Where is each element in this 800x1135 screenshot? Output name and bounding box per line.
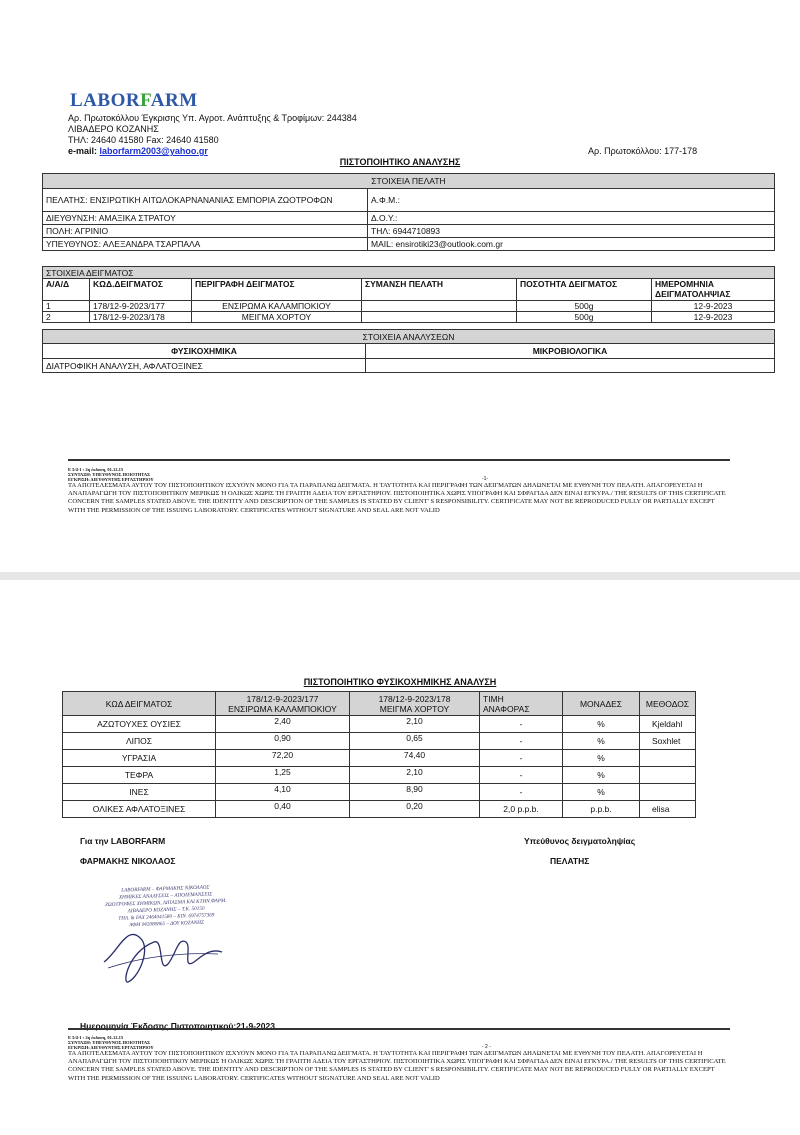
result-row <box>63 750 696 767</box>
certificate-page-2 <box>0 580 800 1135</box>
email-link[interactable]: laborfarm2003@yahoo.gr <box>99 146 208 156</box>
footer-approved: ΕΓΚΡΙΣΗ: ΔΙΕΥΘΥΝΤΗΣ ΕΡΓΑΣΤΗΡΙΟΥ <box>68 477 154 482</box>
footer-compiled: ΣΥΝΤΑΞΗ: ΥΠΕΥΘΥΝΟΣ ΠΟΙΟΤΗΤΑΣ <box>68 1040 151 1045</box>
header-location: ΛΙΒΑΔΕΡΟ ΚΟΖΑΝΗΣ <box>68 124 159 134</box>
unit: p.p.b. <box>563 801 640 818</box>
parameter: ΤΕΦΡΑ <box>63 767 216 784</box>
client-name: ΠΕΛΑΤΗΣ: ΕΝΣΙΡΩΤΙΚΗ ΑΙΤΩΛΟΚΑΡΝΑΝΑΝΙΑΣ ΕΜΠΟΡΙΑ ΖΩΟΤΡΟΦΩΝ <box>43 189 368 212</box>
result-row <box>63 801 696 818</box>
parameter: ΥΓΡΑΣΙΑ <box>63 750 216 767</box>
sample-client-mark <box>362 301 517 312</box>
certificate-footer <box>68 1028 730 1083</box>
stamp-line: ΧΗΜΙΚΕΣ ΑΝΑΛΥΣΕΙΣ – ΑΠΟΛΥΜΑΝΣΕΙΣ <box>118 891 213 901</box>
reference-value: - <box>480 716 563 733</box>
method <box>640 784 696 801</box>
certificate-footer <box>68 459 730 515</box>
footer-disclaimer: ΤΑ ΑΠΟΤΕΛΕΣΜΑΤΑ ΑΥΤΟΥ ΤΟΥ ΠΙΣΤΟΠΟΙΗΤΙΚΟΥ ΙΣΧΥΟΥΝ ΜΟΝΟ ΓΙΑ ΤΑ ΠΑΡΑΠΑΝΩ ΔΕΙΓΜΑΤΑ. Η ΤΑΥΤΟΤΗΤΑ ΚΑΙ ΠΕΡΙΓΡΑΦΗ ΤΩΝ ΔΕΙΓΜΑΤΩΝ ΔΗΛΩΝΕΤΑΙ ΜΕ ΕΥΘΥΝΗ ΤΟΥ ΠΕΛΑΤΗ. ΑΠΑΓΟΡΕΥΕΤΑΙ Η ΑΝΑΠΑΡΑΓΩΓΗ ΤΟΥ ΠΙΣΤΟΠΟΙΗΤΙΚΟΥ ΜΕΡΙΚΩΣ Ή ΟΛΙΚΩΣ ΧΩΡΙΣ ΤΗ ΓΡΑΠΤΗ ΑΔΕΙΑ ΤΟΥ ΕΡΓΑΣΤΗΡΙΟΥ. ΠΙΣΤΟΠΟΙΗΤΙΚΑ ΧΩΡΙΣ ΥΠΟΓΡΑΦΗ ΚΑΙ ΣΦΡΑΓΙΔΑ ΔΕΝ ΕΙΝΑΙ ΕΓΚΥΡΑ./ THE RESULTS OF THIS CERTIFICATE CONCERN THE SAMPLES STATED ABOVE. THE IDENTITY AND DESCRIPTION OF THE SAMPLES IS STATED BY CLIENT' S RESPONSIBILITY. CERTIFICATE MAY NOT BE REPRODUCED FULLY OR PARTIALLY EXCEPT WITH THE PERMISSION OF THE ISSUING LABORATORY. CERTIFICATES WITHOUT SIGNATURE AND SEAL ARE NOT VALID <box>68 1050 726 1082</box>
col-client-mark: ΣΥΜΑΝΣΗ ΠΕΛΑΤΗ <box>362 279 517 301</box>
col-reference-value <box>480 692 563 716</box>
sample-1-code: 178/12-9-2023/177 <box>246 693 319 704</box>
certificate-title: ΠΙΣΤΟΠΟΙΗΤΙΚΟ ΑΝΑΛΥΣΗΣ <box>339 157 461 167</box>
parameter: ΟΛΙΚΕΣ ΑΦΛΑΤΟΞΙΝΕΣ <box>63 801 216 818</box>
sample-2-code: 178/12-9-2023/178 <box>378 693 451 704</box>
results-body <box>63 716 696 818</box>
sample-client-mark <box>362 312 517 323</box>
col-sampling-date: ΗΜΕΡΟΜΗΝΙΑ ΔΕΙΓΜΑΤΟΛΗΨΙΑΣ <box>652 279 775 301</box>
result-row <box>63 716 696 733</box>
client-label: ΠΕΛΑΤΗΣ <box>550 856 590 866</box>
sample-aad: 1 <box>43 301 90 312</box>
client-mail: MAIL: ensirotiki23@outlook.com.gr <box>368 238 775 251</box>
sample-quantity: 500g <box>517 312 652 323</box>
protocol-number: Αρ. Πρωτοκόλλου: 177-178 <box>588 146 698 156</box>
reference-value-label-1: ΤΙΜΗ <box>483 693 504 704</box>
samples-table <box>42 266 775 323</box>
page-number: -1- <box>482 476 489 482</box>
reference-value: 2,0 p.p.b. <box>480 801 563 818</box>
footer-edition: Ε 5/4-1 : 2η έκδοση, 01.12.15 <box>68 467 124 472</box>
lab-person-name: ΦΑΡΜΑΚΗΣ ΝΙΚΟΛΑΟΣ <box>80 856 176 866</box>
unit: % <box>563 784 640 801</box>
client-responsible: ΥΠΕΥΘΥΝΟΣ: ΑΛΕΞΑΝΔΡΑ ΤΣΑΡΠΑΛΑ <box>43 238 368 251</box>
client-afm: Α.Φ.Μ.: <box>368 189 775 212</box>
method: Soxhlet <box>640 733 696 750</box>
sample-2-value: 74,40 <box>350 750 480 767</box>
col-sample-2 <box>350 692 480 716</box>
method <box>640 750 696 767</box>
client-doy: Δ.Ο.Υ.: <box>368 212 775 225</box>
col-code: ΚΩΔ.ΔΕΙΓΜΑΤΟΣ <box>90 279 192 301</box>
parameter: ΛΙΠΟΣ <box>63 733 216 750</box>
sample-row <box>43 312 775 323</box>
method: Kjeldahl <box>640 716 696 733</box>
col-units: ΜΟΝΑΔΕΣ <box>563 692 640 716</box>
footer-rule <box>68 1028 730 1030</box>
sample-code: 178/12-9-2023/177 <box>90 301 192 312</box>
stamp-line: ΑΦΜ 042080865 – ΔΟΥ ΚΟΖΑΝΗΣ <box>129 919 205 929</box>
footer-edition: Ε 5/4-1 : 2η έκδοση, 01.12.15 <box>68 1035 124 1040</box>
sample-2-value: 8,90 <box>350 784 480 801</box>
laborfarm-logo: LABORFARM <box>70 90 198 111</box>
sample-1-value: 1,25 <box>216 767 350 784</box>
issue-date: Ημερομηνία Έκδοσης Πιστοποιητικού:21-9-2023 <box>80 1021 275 1031</box>
sample-description: ΕΝΣΙΡΩΜΑ ΚΑΛΑΜΠΟΚΙΟΥ <box>192 301 362 312</box>
stamp-line: LABORFARM – ΦΑΡΜΑΚΗΣ ΝΙΚΟΛΑΟΣ <box>121 884 210 894</box>
sample-row <box>43 301 775 312</box>
footer-compiled: ΣΥΝΤΑΞΗ: ΥΠΕΥΘΥΝΟΣ ΠΟΙΟΤΗΤΑΣ <box>68 472 151 477</box>
sample-2-value: 2,10 <box>350 716 480 733</box>
micro-header: ΜΙΚΡΟΒΙΟΛΟΓΙΚΑ <box>366 344 775 359</box>
client-phone: ΤΗΛ: 6944710893 <box>368 225 775 238</box>
footer-approved: ΕΓΚΡΙΣΗ: ΔΙΕΥΘΥΝΤΗΣ ΕΡΓΑΣΤΗΡΙΟΥ <box>68 1045 154 1050</box>
unit: % <box>563 716 640 733</box>
reference-value: - <box>480 784 563 801</box>
sample-1-value: 0,90 <box>216 733 350 750</box>
client-table <box>42 173 775 251</box>
sample-2-value: 0,65 <box>350 733 480 750</box>
footer-disclaimer: ΤΑ ΑΠΟΤΕΛΕΣΜΑΤΑ ΑΥΤΟΥ ΤΟΥ ΠΙΣΤΟΠΟΙΗΤΙΚΟΥ ΙΣΧΥΟΥΝ ΜΟΝΟ ΓΙΑ ΤΑ ΠΑΡΑΠΑΝΩ ΔΕΙΓΜΑΤΑ. Η ΤΑΥΤΟΤΗΤΑ ΚΑΙ ΠΕΡΙΓΡΑΦΗ ΤΩΝ ΔΕΙΓΜΑΤΩΝ ΔΗΛΩΝΕΤΑΙ ΜΕ ΕΥΘΥΝΗ ΤΟΥ ΠΕΛΑΤΗ. ΑΠΑΓΟΡΕΥΕΤΑΙ Η ΑΝΑΠΑΡΑΓΩΓΗ ΤΟΥ ΠΙΣΤΟΠΟΙΗΤΙΚΟΥ ΜΕΡΙΚΩΣ Ή ΟΛΙΚΩΣ ΧΩΡΙΣ ΤΗ ΓΡΑΠΤΗ ΑΔΕΙΑ ΤΟΥ ΕΡΓΑΣΤΗΡΙΟΥ. ΠΙΣΤΟΠΟΙΗΤΙΚΑ ΧΩΡΙΣ ΥΠΟΓΡΑΦΗ ΚΑΙ ΣΦΡΑΓΙΔΑ ΔΕΝ ΕΙΝΑΙ ΕΓΚΥΡΑ./ THE RESULTS OF THIS CERTIFICATE CONCERN THE SAMPLES STATED ABOVE. THE IDENTITY AND DESCRIPTION OF THE SAMPLES IS STATED BY CLIENT' S RESPONSIBILITY. CERTIFICATE MAY NOT BE REPRODUCED FULLY OR PARTIALLY EXCEPT WITH THE PERMISSION OF THE ISSUING LABORATORY. CERTIFICATES WITHOUT SIGNATURE AND SEAL ARE NOT VALID <box>68 482 726 514</box>
method: elisa <box>640 801 696 818</box>
page-number: - 2 - <box>482 1044 491 1050</box>
unit: % <box>563 733 640 750</box>
sample-aad: 2 <box>43 312 90 323</box>
result-row <box>63 767 696 784</box>
col-quantity: ΠΟΣΟΤΗΤΑ ΔΕΙΓΜΑΤΟΣ <box>517 279 652 301</box>
sample-quantity: 500g <box>517 301 652 312</box>
sample-2-description: ΜΕΙΓΜΑ ΧΟΡΤΟΥ <box>379 703 450 714</box>
sample-2-value: 0,20 <box>350 801 480 818</box>
sample-description: ΜΕΙΓΜΑ ΧΟΡΤΟΥ <box>192 312 362 323</box>
micro-value <box>366 359 775 373</box>
method <box>640 767 696 784</box>
stamp-line: ΖΩΟΤΡΟΦΕΣ ΧΗΜΙΚΩΝ, ΛΙΠΑΣΜΑ ΚΑΙ ΚΤΗΝ.ΦΑΡΜ. <box>105 897 227 909</box>
analyses-table <box>42 329 775 373</box>
for-laborfarm-label: Για την LABORFARM <box>80 836 166 846</box>
result-row <box>63 784 696 801</box>
unit: % <box>563 750 640 767</box>
sampling-responsible-label: Υπεύθυνος δειγματοληψίας <box>524 836 636 846</box>
stamp-line: ΤΗΛ. & FAX 2464041580 – ΚΙΝ. 6974757369 <box>118 912 215 922</box>
sample-date: 12-9-2023 <box>652 301 775 312</box>
analyses-section-header: ΣΤΟΙΧΕΙΑ ΑΝΑΛΥΣΕΩΝ <box>43 330 775 344</box>
client-city: ΠΟΛΗ: ΑΓΡΙΝΙΟ <box>43 225 368 238</box>
col-description: ΠΕΡΙΓΡΑΦΗ ΔΕΙΓΜΑΤΟΣ <box>192 279 362 301</box>
page-separator <box>0 572 800 580</box>
sample-1-description: ΕΝΣΙΡΩΜΑ ΚΑΛΑΜΠΟΚΙΟΥ <box>228 703 337 714</box>
header-email: e-mail: laborfarm2003@yahoo.gr <box>68 146 208 156</box>
col-sample-1 <box>216 692 350 716</box>
results-table <box>62 691 696 818</box>
footer-rule <box>68 459 730 461</box>
reference-value-label-2: ΑΝΑΦΟΡΑΣ <box>483 703 530 714</box>
physchem-certificate-title: ΠΙΣΤΟΠΟΙΗΤΙΚΟ ΦΥΣΙΚΟΧΗΜΙΚΗΣ ΑΝΑΛΥΣΗ <box>303 677 497 687</box>
result-row <box>63 733 696 750</box>
sample-1-value: 4,10 <box>216 784 350 801</box>
sample-1-value: 0,40 <box>216 801 350 818</box>
reference-value: - <box>480 767 563 784</box>
physchem-value: ΔΙΑΤΡΟΦΙΚΗ ΑΝΑΛΥΣΗ, ΑΦΛΑΤΟΞΙΝΕΣ <box>43 359 366 373</box>
sample-date: 12-9-2023 <box>652 312 775 323</box>
col-method: ΜΕΘΟΔΟΣ <box>640 692 696 716</box>
col-aad: Α/Α/Δ <box>43 279 90 301</box>
header-phone-fax: ΤΗΛ: 24640 41580 Fax: 24640 41580 <box>68 135 219 145</box>
stamp-and-signature <box>98 882 230 986</box>
col-sample-code: ΚΩΔ ΔΕΙΓΜΑΤΟΣ <box>63 692 216 716</box>
reference-value: - <box>480 733 563 750</box>
sample-2-value: 2,10 <box>350 767 480 784</box>
header-approval-line: Αρ. Πρωτοκόλλου Έγκρισης Υπ. Αγροτ. Ανάπτυξης & Τροφίμων: 244384 <box>68 113 357 123</box>
unit: % <box>563 767 640 784</box>
signature-icon <box>98 882 230 986</box>
parameter: ΑΖΩΤΟΥΧΕΣ ΟΥΣΙΕΣ <box>63 716 216 733</box>
sample-code: 178/12-9-2023/178 <box>90 312 192 323</box>
physchem-header: ΦΥΣΙΚΟΧΗΜΙΚΑ <box>43 344 366 359</box>
client-address: ΔΙΕΥΘΥΝΣΗ: ΑΜΑΞΙΚΑ ΣΤΡΑΤΟΥ <box>43 212 368 225</box>
sample-1-value: 72,20 <box>216 750 350 767</box>
parameter: ΙΝΕΣ <box>63 784 216 801</box>
samples-section-header: ΣΤΟΙΧΕΙΑ ΔΕΙΓΜΑΤΟΣ <box>43 267 775 279</box>
stamp-line: ΛΙΒΑΔΕΡΟ ΚΟΖΑΝΗΣ – Τ.Κ. 50150 <box>127 905 205 915</box>
reference-value: - <box>480 750 563 767</box>
client-section-header: ΣΤΟΙΧΕΙΑ ΠΕΛΑΤΗ <box>43 174 775 189</box>
sample-1-value: 2,40 <box>216 716 350 733</box>
